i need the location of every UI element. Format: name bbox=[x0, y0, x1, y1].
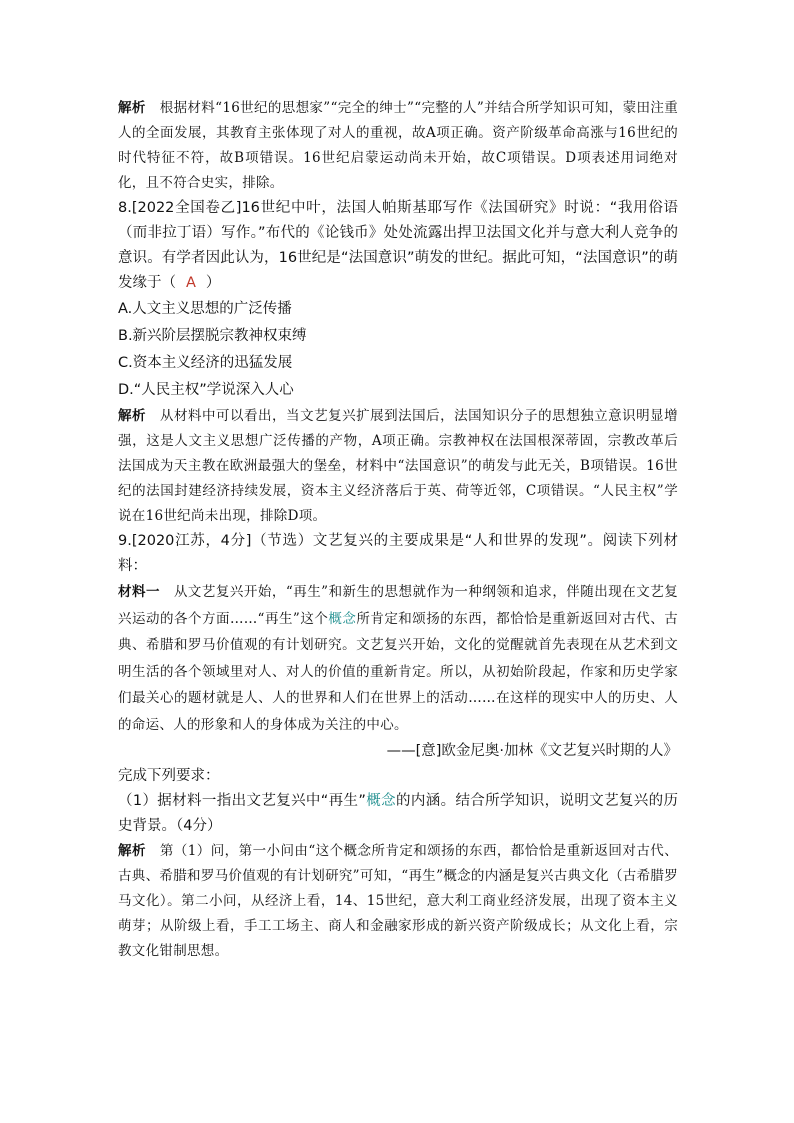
question-stem-close: ） bbox=[205, 275, 221, 291]
analysis-tag: 解析 bbox=[118, 843, 146, 859]
analysis-paragraph-3 bbox=[118, 839, 678, 964]
option-c: C.资本主义经济的迅猛发展 bbox=[118, 355, 293, 371]
analysis-tag: 解析 bbox=[118, 100, 146, 116]
question-9-stem: 9.[2020江苏，4分]（节选）文艺复兴的主要成果是“人和世界的发现”。阅读下列材料： bbox=[118, 533, 678, 574]
analysis-tag: 解析 bbox=[118, 408, 147, 424]
material-text-before: 从文艺复兴开始，“再生”和新生的思想就作为一种纲领和追求，伴随出现在文艺复兴运动的各个方面……“再生”这个 bbox=[118, 584, 678, 627]
sub-question-text-before: （1）据材料一指出文艺复兴中“再生” bbox=[118, 793, 366, 809]
material-text-after: 所肯定和颂扬的东西，都恰恰是重新返回对古代、古典、希腊和罗马价值观的有计划研究。文艺复兴开始，文化的觉醒就首先表现在从艺术到文明生活的各个领域里对人、对人的价值的重新肯定。所以，从初始阶段起，作家和历史学家们最关心的题材就是人、人的世界和人们在世界上的活动……在这样的现实中人的历史、人的命运、人的形象和人的身体成为关注的中心。 bbox=[118, 610, 678, 733]
material-highlight[interactable]: 概念 bbox=[328, 610, 357, 627]
option-a: A.人文主义思想的广泛传播 bbox=[118, 301, 292, 317]
question-stem-text: 8.[2022全国卷乙]16世纪中叶，法国人帕斯基耶写作《法国研究》时说：“我用俗语（而非拉丁语）写作。”布代的《论钱币》处处流露出捍卫法国文化并与意大利人竞争的意识。有学者因此认为，16世纪是“法国意识”萌发的世纪。据此可知，“法国意识”的萌发缘于（ bbox=[118, 200, 678, 291]
option-d: D.“人民主权”学说深入人心 bbox=[118, 382, 294, 398]
sub-question-1 bbox=[118, 789, 678, 839]
sub-question-text-after: 的内涵。结合所学知识，说明文艺复兴的历史背景。（4分） bbox=[118, 793, 679, 834]
instruction-text: 完成下列要求： bbox=[118, 768, 220, 784]
document-page bbox=[118, 96, 678, 964]
analysis-text: 第（1）问，第一小问由“这个概念所肯定和颂扬的东西，都恰恰是重新返回对古代、古典、希腊和罗马价值观的有计划研究”可知，“再生”概念的内涵是复兴古典文化（古希腊罗马文化）。第二小问，从经济上看，14、15世纪，意大利工商业经济发展，出现了资本主义萌芽；从阶级上看，手工工场主、商人和金融家形成的新兴资产阶级成长；从文化上看，宗教文化钳制思想。 bbox=[118, 843, 678, 959]
analysis-paragraph-1 bbox=[118, 96, 678, 196]
analysis-paragraph-2 bbox=[118, 404, 678, 529]
material-source: ——[意]欧金尼奥·加林《文艺复兴时期的人》 bbox=[386, 743, 678, 759]
analysis-text: 根据材料“16世纪的思想家”“完全的绅士”“完整的人”并结合所学知识可知，蒙田注重人的全面发展，其教育主张体现了对人的重视，故A项正确。资产阶级革命高涨与16世纪的时代特征不符，故B项错误。16世纪启蒙运动尚未开始，故C项错误。D项表述用词绝对化，且不符合史实，排除。 bbox=[118, 100, 678, 191]
sub-question-highlight[interactable]: 概念 bbox=[365, 793, 396, 809]
option-b: B.新兴阶层摆脱宗教神权束缚 bbox=[118, 328, 307, 344]
question-8-stem bbox=[118, 196, 678, 296]
material-tag: 材料一 bbox=[118, 584, 160, 600]
material-one bbox=[118, 579, 678, 738]
analysis-text: 从材料中可以看出，当文艺复兴扩展到法国后，法国知识分子的思想独立意识明显增强，这是人文主义思想广泛传播的产物，A项正确。宗教神权在法国根深蒂固，宗教改革后法国成为天主教在欧洲最强大的堡垒，材料中“法国意识”的萌发与此无关，B项错误。16世纪的法国封建经济持续发展，资本主义经济落后于英、荷等近邻，C项错误。“人民主权”学说在16世纪尚未出现，排除D项。 bbox=[118, 408, 678, 524]
answer-mark: A bbox=[186, 275, 196, 291]
